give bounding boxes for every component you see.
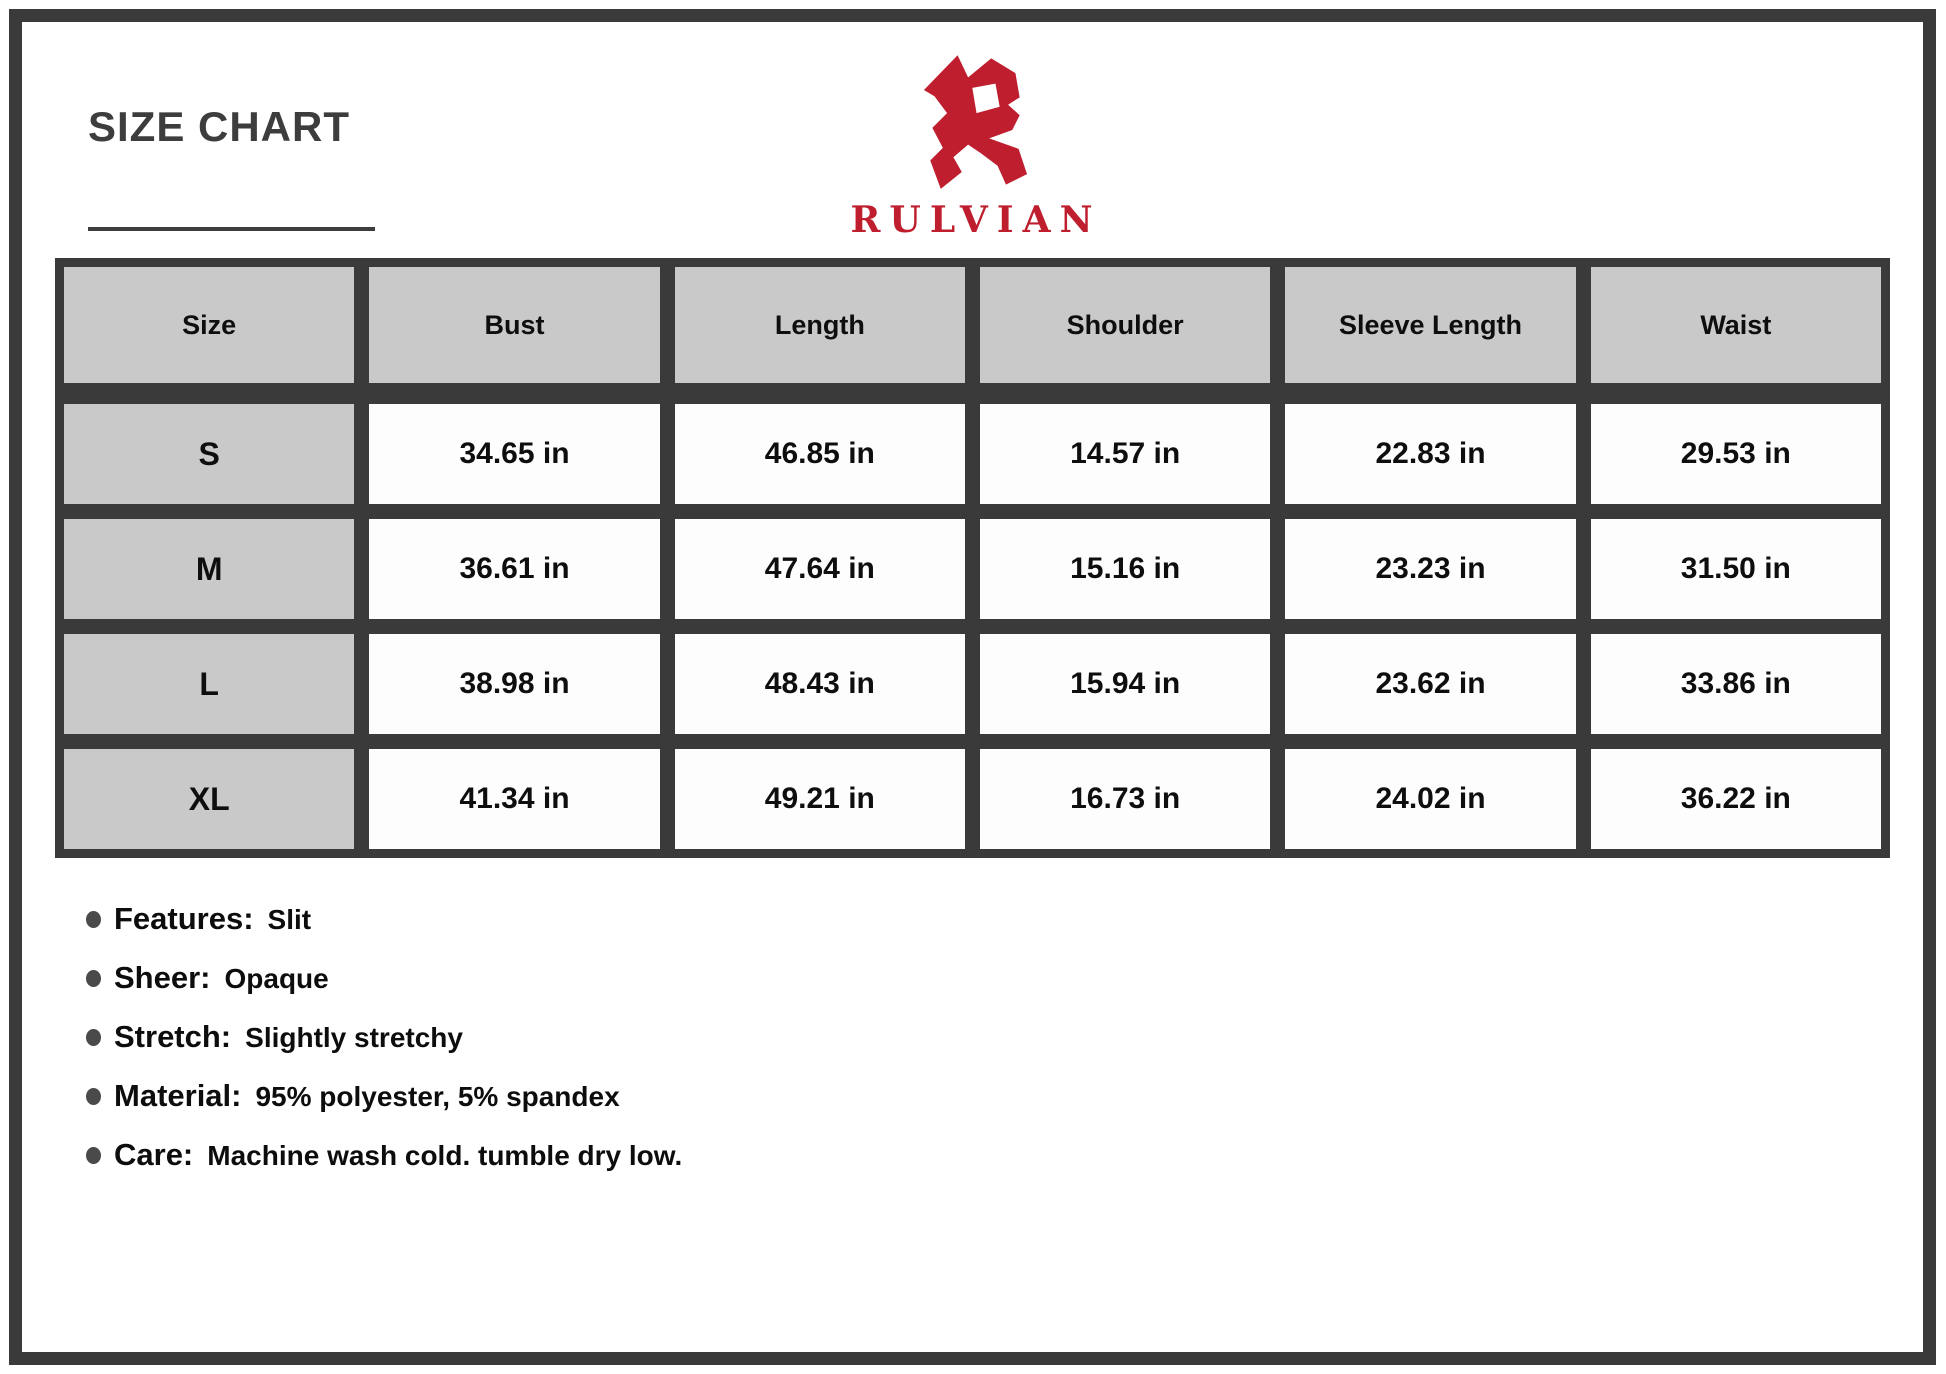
detail-value: Slightly stretchy	[245, 1022, 463, 1053]
row-s-bust: 34.65 in	[369, 404, 659, 504]
brand-logo	[796, 50, 1156, 241]
row-s-waist: 29.53 in	[1591, 404, 1881, 504]
detail-label: Stretch:	[114, 1019, 232, 1054]
column-header-size: Size	[64, 267, 354, 383]
column-header-bust: Bust	[369, 267, 659, 383]
row-s-shoulder: 14.57 in	[980, 404, 1270, 504]
detail-features	[86, 902, 682, 937]
row-m-length: 47.64 in	[675, 519, 965, 619]
row-l-sleeve-length: 23.62 in	[1285, 634, 1575, 734]
bullet-icon	[86, 970, 101, 987]
row-m-sleeve-length: 23.23 in	[1285, 519, 1575, 619]
detail-sheer	[86, 961, 682, 996]
detail-stretch	[86, 1020, 682, 1055]
brand-wordmark: RULVIAN	[850, 199, 1102, 241]
detail-material	[86, 1079, 682, 1114]
detail-value: 95% polyester, 5% spandex	[255, 1081, 620, 1112]
detail-label: Features:	[114, 901, 254, 936]
detail-label: Sheer:	[114, 960, 211, 995]
column-header-sleeve-length: Sleeve Length	[1285, 267, 1575, 383]
column-header-shoulder: Shoulder	[980, 267, 1270, 383]
detail-value: Opaque	[224, 963, 329, 994]
row-xl-shoulder: 16.73 in	[980, 749, 1270, 849]
column-header-waist: Waist	[1591, 267, 1881, 383]
row-l-length: 48.43 in	[675, 634, 965, 734]
bullet-icon	[86, 1029, 101, 1046]
row-s-length: 46.85 in	[675, 404, 965, 504]
detail-label: Material:	[114, 1078, 242, 1113]
bullet-icon	[86, 1088, 101, 1105]
row-m-size-label: M	[64, 519, 354, 619]
row-m-shoulder: 15.16 in	[980, 519, 1270, 619]
row-xl-waist: 36.22 in	[1591, 749, 1881, 849]
row-s-sleeve-length: 22.83 in	[1285, 404, 1575, 504]
bullet-icon	[86, 1147, 101, 1164]
bullet-icon	[86, 911, 101, 928]
size-chart-table	[55, 258, 1890, 858]
page-title: SIZE CHART	[88, 103, 350, 150]
row-l-size-label: L	[64, 634, 354, 734]
row-l-bust: 38.98 in	[369, 634, 659, 734]
detail-value: Slit	[267, 904, 312, 935]
row-s-size-label: S	[64, 404, 354, 504]
rulvian-r-logo-icon	[915, 50, 1037, 192]
title-underline-divider	[88, 227, 375, 231]
row-xl-bust: 41.34 in	[369, 749, 659, 849]
row-xl-sleeve-length: 24.02 in	[1285, 749, 1575, 849]
row-m-bust: 36.61 in	[369, 519, 659, 619]
detail-care	[86, 1138, 682, 1173]
row-m-waist: 31.50 in	[1591, 519, 1881, 619]
row-l-shoulder: 15.94 in	[980, 634, 1270, 734]
row-xl-size-label: XL	[64, 749, 354, 849]
row-xl-length: 49.21 in	[675, 749, 965, 849]
row-l-waist: 33.86 in	[1591, 634, 1881, 734]
detail-label: Care:	[114, 1137, 194, 1172]
column-header-length: Length	[675, 267, 965, 383]
product-details-list	[86, 902, 682, 1197]
detail-value: Machine wash cold. tumble dry low.	[207, 1140, 683, 1171]
